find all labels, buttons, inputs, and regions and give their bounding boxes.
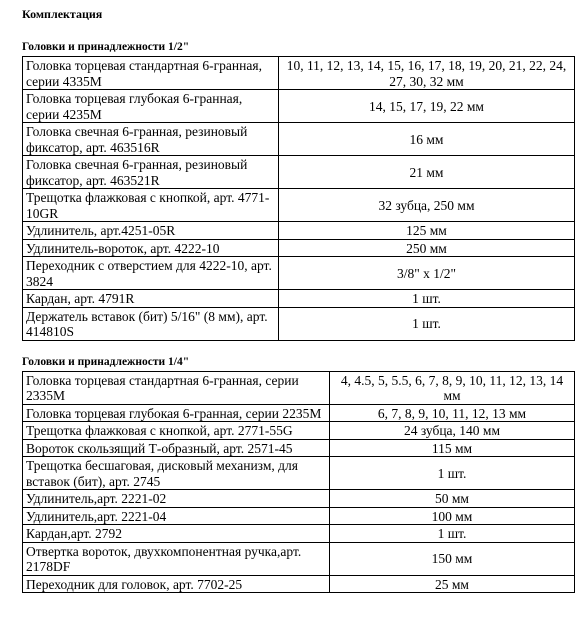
section-title: Головки и принадлежности 1/2": [22, 41, 190, 53]
item-value-cell: 6, 7, 8, 9, 10, 11, 12, 13 мм: [330, 404, 575, 422]
item-name-cell: Головка свечная 6-гранная, резиновый фиксатор, арт. 463516R: [23, 123, 279, 156]
item-name-cell: Кардан,арт. 2792: [23, 525, 330, 543]
item-name-cell: Переходник с отверстием для 4222-10, арт. 3824: [23, 257, 279, 290]
table-row: [23, 156, 575, 189]
table-row: [23, 422, 575, 440]
item-name-cell: Трещотка флажковая с кнопкой, арт. 2771-55G: [23, 422, 330, 440]
item-value-cell: 16 мм: [279, 123, 575, 156]
item-name-cell: Удлинитель,арт. 2221-02: [23, 490, 330, 508]
table-row: [23, 257, 575, 290]
document-title: Комплектация: [22, 7, 103, 21]
table-row: [23, 239, 575, 257]
item-value-cell: 125 мм: [279, 222, 575, 240]
item-value-cell: 1 шт.: [279, 307, 575, 340]
item-name-cell: Головка торцевая глубокая 6-гранная, серии 2235M: [23, 404, 330, 422]
table-row: [23, 542, 575, 575]
item-value-cell: 10, 11, 12, 13, 14, 15, 16, 17, 18, 19, 20, 21, 22, 24, 27, 30, 32 мм: [279, 57, 575, 90]
item-name-cell: Удлинитель-вороток, арт. 4222-10: [23, 239, 279, 257]
table-row: [23, 371, 575, 404]
item-value-cell: 250 мм: [279, 239, 575, 257]
item-value-cell: 24 зубца, 140 мм: [330, 422, 575, 440]
table-row: [23, 189, 575, 222]
item-value-cell: 14, 15, 17, 19, 22 мм: [279, 90, 575, 123]
item-name-cell: Удлинитель, арт.4251-05R: [23, 222, 279, 240]
item-value-cell: 4, 4.5, 5, 5.5, 6, 7, 8, 9, 10, 11, 12, 13, 14 мм: [330, 371, 575, 404]
item-name-cell: Головка торцевая стандартная 6-гранная, серии 2335M: [23, 371, 330, 404]
item-name-cell: Головка торцевая стандартная 6-гранная, серии 4335M: [23, 57, 279, 90]
item-name-cell: Отвертка вороток, двухкомпонентная ручка,арт. 2178DF: [23, 542, 330, 575]
item-value-cell: 3/8" х 1/2": [279, 257, 575, 290]
item-value-cell: 25 мм: [330, 575, 575, 593]
item-name-cell: Переходник для головок, арт. 7702-25: [23, 575, 330, 593]
table-row: [23, 490, 575, 508]
item-name-cell: Держатель вставок (бит) 5/16" (8 мм), арт. 414810S: [23, 307, 279, 340]
item-value-cell: 50 мм: [330, 490, 575, 508]
section-title: Головки и принадлежности 1/4": [22, 355, 190, 368]
item-name-cell: Трещотка флажковая с кнопкой, арт. 4771-10GR: [23, 189, 279, 222]
item-name-cell: Удлинитель,арт. 2221-04: [23, 507, 330, 525]
item-value-cell: 1 шт.: [330, 457, 575, 490]
item-value-cell: 21 мм: [279, 156, 575, 189]
item-value-cell: 1 шт.: [279, 290, 575, 308]
item-value-cell: 100 мм: [330, 507, 575, 525]
spec-table-half-inch: [22, 56, 575, 341]
spec-table-quarter-inch: [22, 371, 575, 594]
table-row: [23, 575, 575, 593]
table-row: [23, 57, 575, 90]
item-value-cell: 1 шт.: [330, 525, 575, 543]
table-row: [23, 457, 575, 490]
item-value-cell: 115 мм: [330, 439, 575, 457]
table-row: [23, 439, 575, 457]
document: [22, 6, 574, 593]
table-row: [23, 404, 575, 422]
table-row: [23, 123, 575, 156]
table-row: [23, 307, 575, 340]
item-name-cell: Головка свечная 6-гранная, резиновый фиксатор, арт. 463521R: [23, 156, 279, 189]
table-row: [23, 222, 575, 240]
item-name-cell: Трещотка бесшаговая, дисковый механизм, для вставок (бит), арт. 2745: [23, 457, 330, 490]
item-value-cell: 150 мм: [330, 542, 575, 575]
item-name-cell: Вороток скользящий Т-образный, арт. 2571-45: [23, 439, 330, 457]
table-row: [23, 525, 575, 543]
item-name-cell: Головка торцевая глубокая 6-гранная, серии 4235M: [23, 90, 279, 123]
table-row: [23, 90, 575, 123]
table-row: [23, 507, 575, 525]
item-name-cell: Кардан, арт. 4791R: [23, 290, 279, 308]
item-value-cell: 32 зубца, 250 мм: [279, 189, 575, 222]
table-row: [23, 290, 575, 308]
